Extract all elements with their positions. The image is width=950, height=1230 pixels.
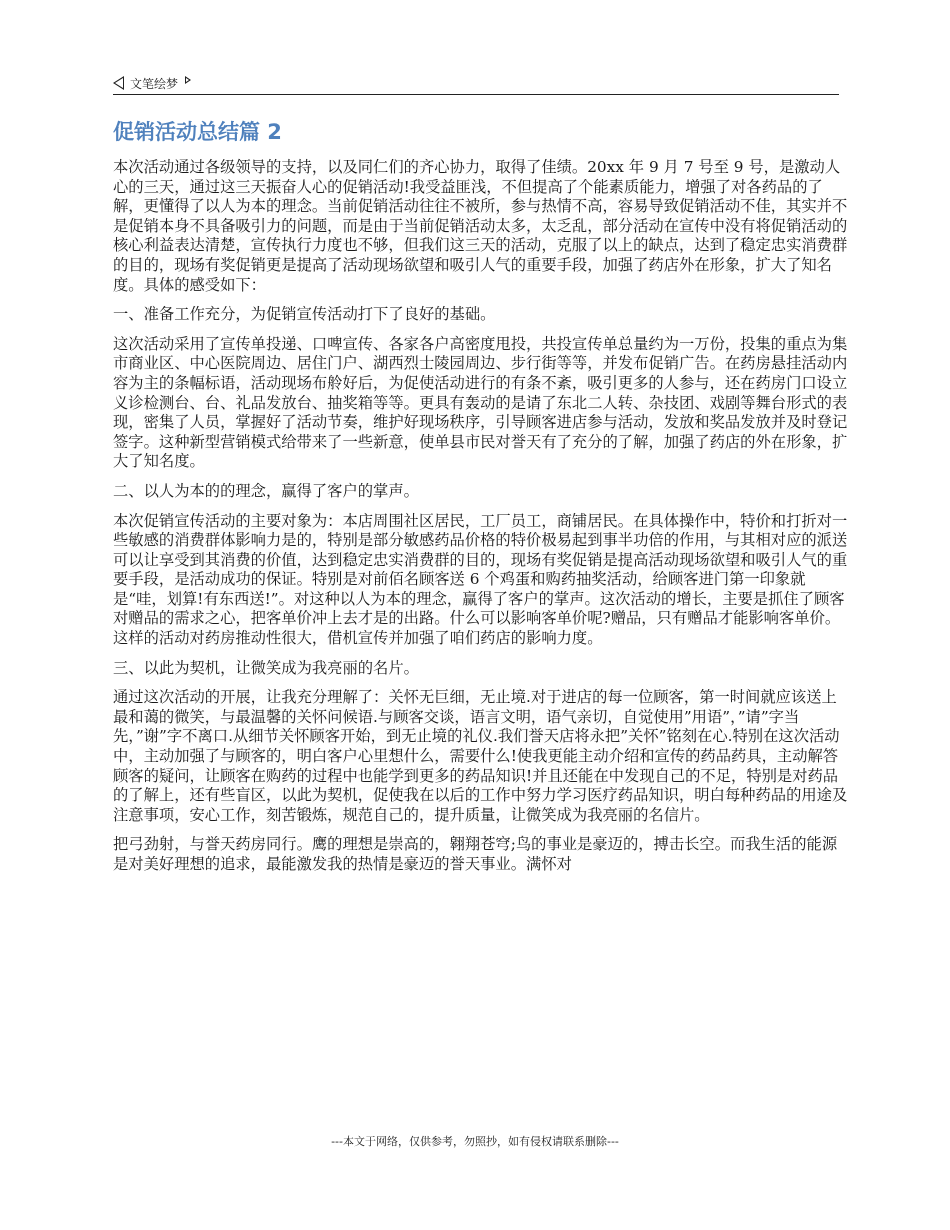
section-heading: 二、以人为本的的理念，赢得了客户的掌声。 [113, 481, 419, 500]
section-heading: 三、以此为契机，让微笑成为我亮丽的名片。 [113, 658, 419, 677]
triangle-right-icon [185, 76, 191, 84]
header-label: 文笔绘梦 [130, 76, 179, 91]
page-footer: ---本文于网络，仅供参考，勿照抄，如有侵权请联系删除--- [331, 1135, 619, 1148]
paragraph: 本次活动通过各级领导的支持，以及同仁们的齐心协力，取得了佳绩。20xx 年 9 月 7 号至 9 号，是激动人心的三天，通过这三天振奋人心的促销活动!我受益匪浅，不但提高了个能素质能力，增强了对各药品的了解，更懂得了以人为本的理念。当前促销活动往往不被所，参与热情不高，容易导致促销活动不佳，其实并不是促销本身不具备吸引力的问题，而是由于当前促销活动太多，太乏乱，部分活动在宣传中没有将促销活动的核心利益表达清楚，宣传执行力度也不够，但我们这三天的活动，克服了以上的缺点，达到了稳定忠实消费群的目的，现场有奖促销更是提高了活动现场欲望和吸引人气的重要手段，加强了药店外在形象，扩大了知名度。具体的感受如下： [113, 158, 848, 294]
document-title: 促销活动总结篇 2 [113, 120, 282, 144]
triangle-left-icon [113, 76, 124, 90]
document-body [113, 158, 849, 1108]
paragraph: 把弓劲射，与誉天药房同行。鹰的理想是崇高的，翱翔苍穹;鸟的事业是豪迈的，搏击长空。而我生活的能源是对美好理想的追求，最能激发我的热情是豪迈的誉天事业。满怀对 [113, 835, 838, 873]
page-header [113, 72, 839, 95]
paragraph: 本次促销宣传活动的主要对象为：本店周围社区居民，工厂员工，商铺居民。在具体操作中，特价和打折对一些敏感的消费群体影响力是的，特别是部分敏感药品价格的特价极易起到事半功倍的作用，与其相对应的派送可以让享受到其消费的价值，达到稳定忠实消费群的目的，现场有奖促销是提高活动现场欲望和吸引人气的重要手段，是活动成功的保证。特别是对前佰名顾客送 6 个鸡蛋和购药抽奖活动，给顾客进门第一印象就是“哇，划算!有东西送!”。对这种以人为本的理念，赢得了客户的掌声。这次活动的增长，主要是抓住了顾客对赠品的需求之心，把客单价冲上去才是的出路。什么可以影响客单价呢?赠品，只有赠品才能影响客单价。这样的活动对药房推动性很大，借机宣传并加强了咱们药店的影响力度。 [113, 511, 848, 648]
paragraph: 这次活动采用了宣传单投递、口啤宣传、各家各户高密度甩投，共投宣传单总量约为一万份，投集的重点为集市商业区、中心医院周边、居住门户、湖西烈士陵园周边、步行街等等，并发布促销广告。在药房悬挂活动内容为主的条幅标语，活动现场布舲好后，为促使活动进行的有条不紊，吸引更多的人参与，还在药房门口设立义诊检测台、台、礼品发放台、抽奖箱等等。更具有轰动的是请了东北二人转、杂技团、戏剧等舞台形式的表现，密集了人员，掌握好了活动节奏，维护好现场秩序，引导顾客进店参与活动，发放和奖品发放并及时登记签字。这种新型营销模式给带来了一些新意，使单县市民对誉天有了充分的了解，加强了药店的外在形象，扩大了知名度。 [113, 334, 848, 471]
section-heading: 一、准备工作充分，为促销宣传活动打下了良好的基础。 [113, 305, 496, 324]
paragraph: 通过这次活动的开展，让我充分理解了：关怀无巨细，无止境.对于进店的每一位顾客，第一时间就应该送上最和蔼的微笑，与最温馨的关怀问候语.与顾客交谈，语言文明，语气亲切，自觉使用”用语”，”请”字当先，”谢”字不离口.从细节关怀顾客开始，到无止境的礼仪.我们誉天店将永把”关怀”铭刻在心.特别在这次活动中，主动加强了与顾客的，明白客户心里想什么，需要什么!使我更能主动介绍和宣传的药品药具，主动解答顾客的疑问，让顾客在购药的过程中也能学到更多的药品知识!并且还能在中发现自己的不足，特别是对药品的了解上，还有些盲区，以此为契机，促使我在以后的工作中努力学习医疗药品知识，明白每种药品的用途及注意事项，安心工作，刻苦锻炼，规范自己的，提升质量，让微笑成为我亮丽的名信片。 [113, 688, 848, 824]
